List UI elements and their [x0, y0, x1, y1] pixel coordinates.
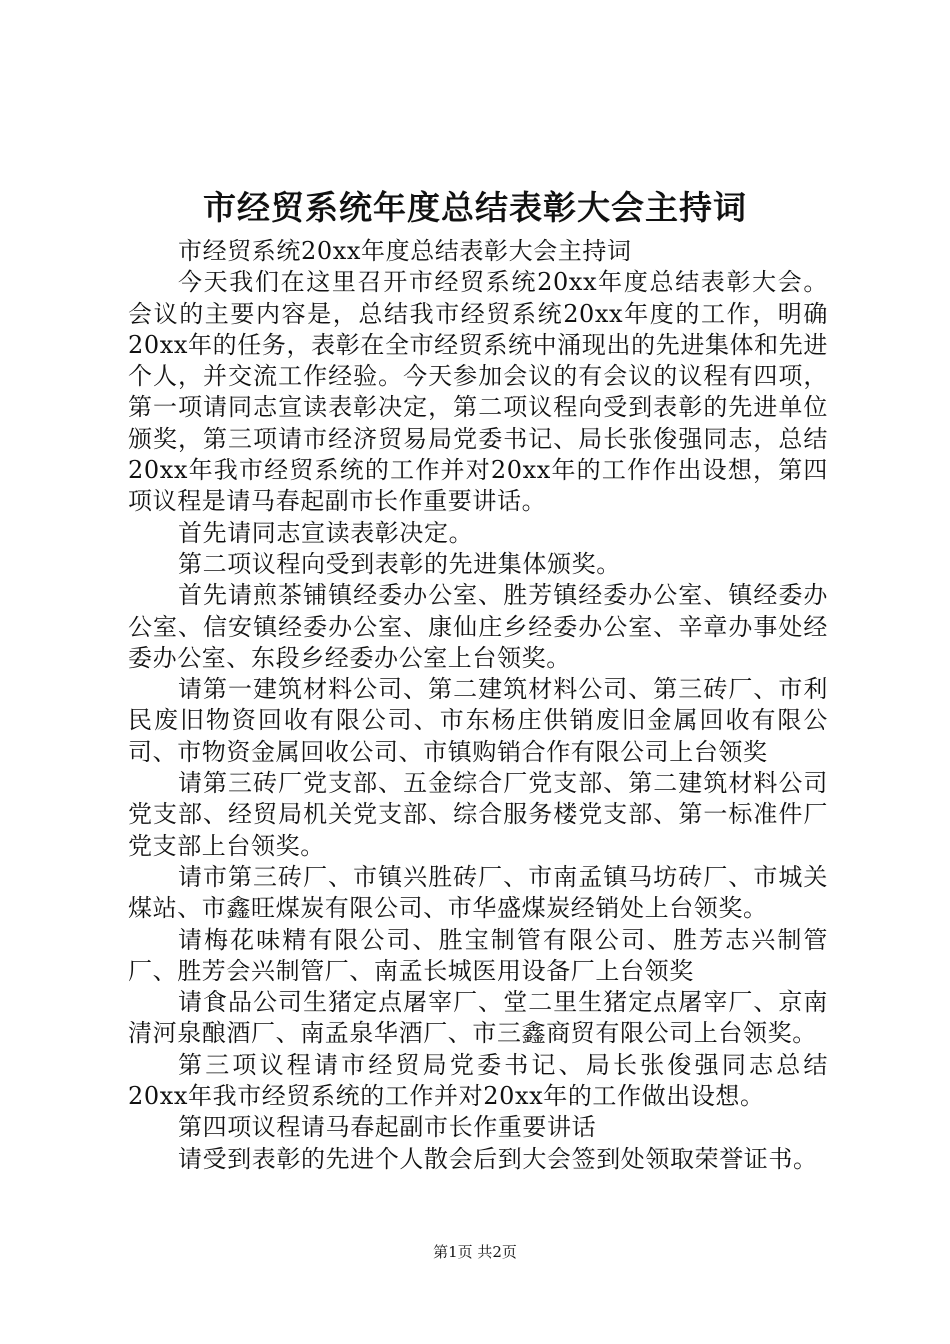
paragraph: 请第三砖厂党支部、五金综合厂党支部、第二建筑材料公司党支部、经贸局机关党支部、综合服务楼党支部、第一标准件厂党支部上台领奖。: [128, 769, 828, 860]
paragraph: 第三项议程请市经贸局党委书记、局长张俊强同志总结20xx年我市经贸系统的工作并对20xx年的工作做出设想。: [128, 1050, 828, 1111]
paragraph: 请梅花味精有限公司、胜宝制管有限公司、胜芳志兴制管厂、胜芳会兴制管厂、南孟长城医用设备厂上台领奖: [128, 925, 828, 985]
document-title: 市经贸系统年度总结表彰大会主持词: [203, 188, 747, 227]
document-body: [128, 236, 828, 1175]
paragraph: 第四项议程请马春起副市长作重要讲话: [178, 1113, 597, 1142]
paragraph-intro: 今天我们在这里召开市经贸系统20xx年度总结表彰大会。会议的主要内容是，总结我市经贸系统20xx年度的工作，明确20xx年的任务，表彰在全市经贸系统中涌现出的先进集体和先进个人，并交流工作经验。今天参加会议的有会议的议程有四项，第一项请同志宣读表彰决定，第二项议程向受到表彰的先进单位颁奖，第三项请市经济贸易局党委书记、局长张俊强同志，总结20xx年我市经贸系统的工作并对20xx年的工作作出设想，第四项议程是请马春起副市长作重要讲话。: [128, 268, 828, 516]
paragraph: 请受到表彰的先进个人散会后到大会签到处领取荣誉证书。: [178, 1144, 818, 1173]
paragraph-subtitle: 市经贸系统20xx年度总结表彰大会主持词: [178, 237, 632, 265]
page-number: 第1页 共2页: [433, 1243, 517, 1261]
paragraph: 请市第三砖厂、市镇兴胜砖厂、市南孟镇马坊砖厂、市城关煤站、市鑫旺煤炭有限公司、市华盛煤炭经销处上台领奖。: [128, 862, 828, 923]
paragraph: 第二项议程向受到表彰的先进集体颁奖。: [178, 549, 621, 578]
paragraph: 首先请同志宣读表彰决定。: [178, 518, 474, 547]
paragraph: 首先请煎茶铺镇经委办公室、胜芳镇经委办公室、镇经委办公室、信安镇经委办公室、康仙庄乡经委办公室、辛章办事处经委办公室、东段乡经委办公室上台领奖。: [128, 581, 828, 672]
paragraph: 请食品公司生猪定点屠宰厂、堂二里生猪定点屠宰厂、京南清河泉酿酒厂、南孟泉华酒厂、市三鑫商贸有限公司上台领奖。: [128, 988, 828, 1048]
paragraph: 请第一建筑材料公司、第二建筑材料公司、第三砖厂、市利民废旧物资回收有限公司、市东杨庄供销废旧金属回收有限公司、市物资金属回收公司、市镇购销合作有限公司上台领奖: [128, 675, 828, 766]
